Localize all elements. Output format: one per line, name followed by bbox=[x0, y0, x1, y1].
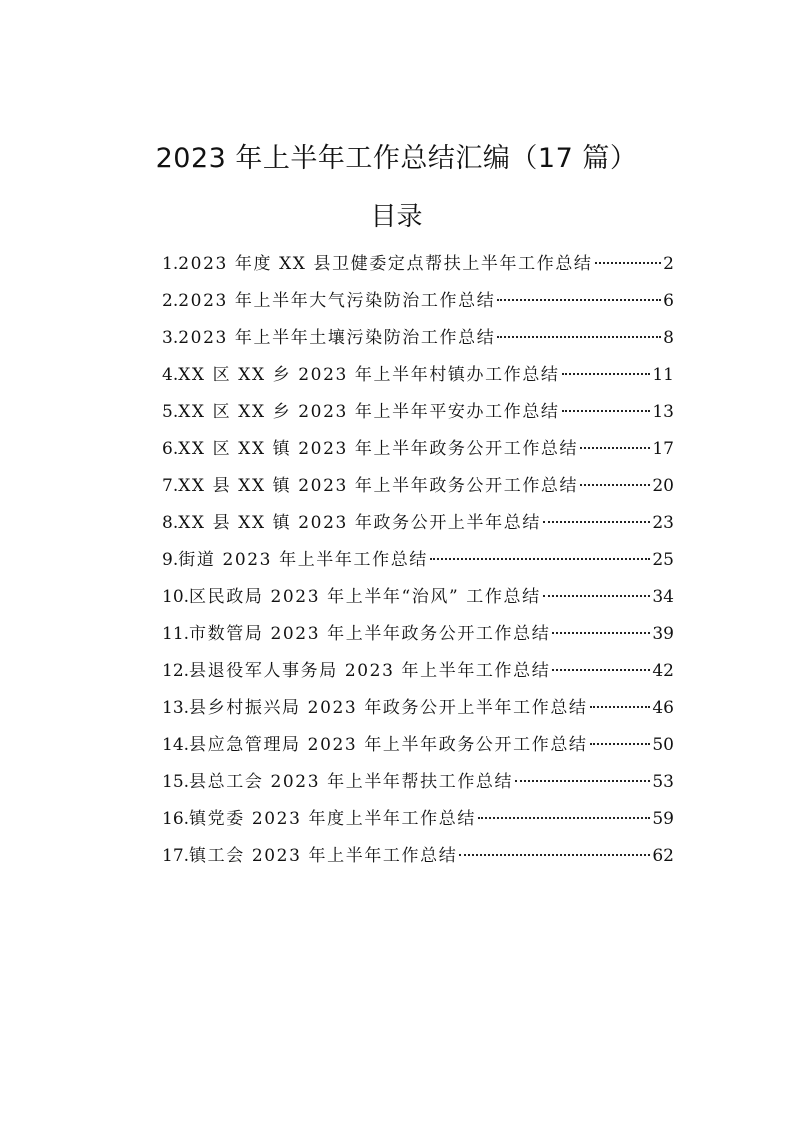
toc-entry-number: 14. bbox=[162, 735, 190, 755]
toc-entry-number: 17. bbox=[162, 846, 190, 866]
toc-entry-page: 53 bbox=[652, 772, 674, 792]
toc-heading: 目录 bbox=[370, 202, 423, 232]
table-of-contents bbox=[162, 250, 674, 879]
toc-entry-number: 15. bbox=[162, 772, 190, 792]
toc-entry-title: 县乡村振兴局 2023 年政务公开上半年工作总结 bbox=[189, 698, 588, 718]
toc-entry-page: 25 bbox=[652, 550, 674, 570]
toc-entry-number: 6. bbox=[162, 439, 179, 459]
toc-entry-number: 13. bbox=[162, 698, 190, 718]
toc-entry-title: 2023 年度 XX 县卫健委定点帮扶上半年工作总结 bbox=[178, 254, 593, 274]
toc-entry-page: 11 bbox=[652, 365, 674, 385]
toc-entry[interactable] bbox=[162, 805, 674, 842]
toc-entry-number: 5. bbox=[162, 402, 179, 422]
toc-entry[interactable] bbox=[162, 472, 674, 509]
dot-leader bbox=[478, 817, 650, 819]
toc-entry-page: 2 bbox=[663, 254, 674, 274]
toc-entry-page: 23 bbox=[652, 513, 674, 533]
toc-entry-title: XX 区 XX 镇 2023 年上半年政务公开工作总结 bbox=[178, 439, 579, 459]
toc-entry-page: 62 bbox=[652, 846, 674, 866]
toc-entry-title: 县应急管理局 2023 年上半年政务公开工作总结 bbox=[189, 735, 588, 755]
dot-leader bbox=[580, 484, 650, 486]
toc-entry-page: 39 bbox=[652, 624, 674, 644]
toc-entry-number: 3. bbox=[162, 328, 179, 348]
toc-entry-title: 街道 2023 年上半年工作总结 bbox=[178, 550, 428, 570]
dot-leader bbox=[590, 743, 651, 745]
dot-leader bbox=[562, 410, 651, 412]
toc-entry[interactable] bbox=[162, 509, 674, 546]
toc-entry-title: XX 县 XX 镇 2023 年上半年政务公开工作总结 bbox=[178, 476, 579, 496]
dot-leader bbox=[543, 595, 651, 597]
toc-entry-number: 16. bbox=[162, 809, 190, 829]
toc-entry-page: 20 bbox=[652, 476, 674, 496]
toc-entry[interactable] bbox=[162, 768, 674, 805]
toc-entry-number: 9. bbox=[162, 550, 179, 570]
toc-entry-title: 县总工会 2023 年上半年帮扶工作总结 bbox=[189, 772, 514, 792]
toc-entry-page: 46 bbox=[652, 698, 674, 718]
toc-entry-page: 6 bbox=[663, 291, 674, 311]
toc-entry-title: XX 区 XX 乡 2023 年上半年平安办工作总结 bbox=[178, 402, 560, 422]
document-title: 2023 年上半年工作总结汇编（17 篇） bbox=[155, 143, 638, 174]
toc-entry-page: 8 bbox=[663, 328, 674, 348]
dot-leader bbox=[459, 854, 650, 856]
toc-entry-number: 7. bbox=[162, 476, 179, 496]
dot-leader bbox=[552, 632, 650, 634]
toc-entry[interactable] bbox=[162, 546, 674, 583]
toc-entry-page: 34 bbox=[652, 587, 674, 607]
toc-entry-title: 区民政局 2023 年上半年“治风” 工作总结 bbox=[189, 587, 541, 607]
dot-leader bbox=[497, 299, 661, 301]
toc-entry-title: 2023 年上半年大气污染防治工作总结 bbox=[178, 291, 496, 311]
dot-leader bbox=[430, 558, 650, 560]
dot-leader bbox=[580, 447, 650, 449]
toc-entry-title: 2023 年上半年土壤污染防治工作总结 bbox=[178, 328, 496, 348]
dot-leader bbox=[552, 669, 650, 671]
dot-leader bbox=[590, 706, 651, 708]
toc-entry-page: 17 bbox=[652, 439, 674, 459]
toc-entry-page: 50 bbox=[652, 735, 674, 755]
toc-entry[interactable] bbox=[162, 583, 674, 620]
toc-entry[interactable] bbox=[162, 657, 674, 694]
toc-entry[interactable] bbox=[162, 250, 674, 287]
dot-leader bbox=[543, 521, 650, 523]
toc-entry-number: 11. bbox=[162, 624, 190, 644]
toc-entry-page: 13 bbox=[652, 402, 674, 422]
dot-leader bbox=[497, 336, 661, 338]
toc-entry-number: 1. bbox=[162, 254, 179, 274]
toc-entry-number: 4. bbox=[162, 365, 179, 385]
toc-entry-page: 59 bbox=[652, 809, 674, 829]
toc-entry-page: 42 bbox=[652, 661, 674, 681]
dot-leader bbox=[595, 262, 662, 264]
toc-entry[interactable] bbox=[162, 694, 674, 731]
toc-entry[interactable] bbox=[162, 842, 674, 879]
dot-leader bbox=[515, 780, 650, 782]
toc-entry-number: 2. bbox=[162, 291, 179, 311]
toc-entry-title: 镇工会 2023 年上半年工作总结 bbox=[189, 846, 458, 866]
toc-entry-number: 8. bbox=[162, 513, 179, 533]
toc-entry-title: 镇党委 2023 年度上半年工作总结 bbox=[189, 809, 476, 829]
toc-entry-title: 市数管局 2023 年上半年政务公开工作总结 bbox=[189, 624, 551, 644]
toc-entry-title: 县退役军人事务局 2023 年上半年工作总结 bbox=[189, 661, 551, 681]
toc-entry-title: XX 县 XX 镇 2023 年政务公开上半年总结 bbox=[178, 513, 541, 533]
toc-entry[interactable] bbox=[162, 287, 674, 324]
toc-entry[interactable] bbox=[162, 324, 674, 361]
toc-entry[interactable] bbox=[162, 731, 674, 768]
toc-entry[interactable] bbox=[162, 435, 674, 472]
toc-entry[interactable] bbox=[162, 620, 674, 657]
toc-entry[interactable] bbox=[162, 398, 674, 435]
toc-entry-number: 10. bbox=[162, 587, 190, 607]
toc-entry[interactable] bbox=[162, 361, 674, 398]
dot-leader bbox=[562, 373, 651, 375]
toc-entry-title: XX 区 XX 乡 2023 年上半年村镇办工作总结 bbox=[178, 365, 560, 385]
toc-entry-number: 12. bbox=[162, 661, 190, 681]
